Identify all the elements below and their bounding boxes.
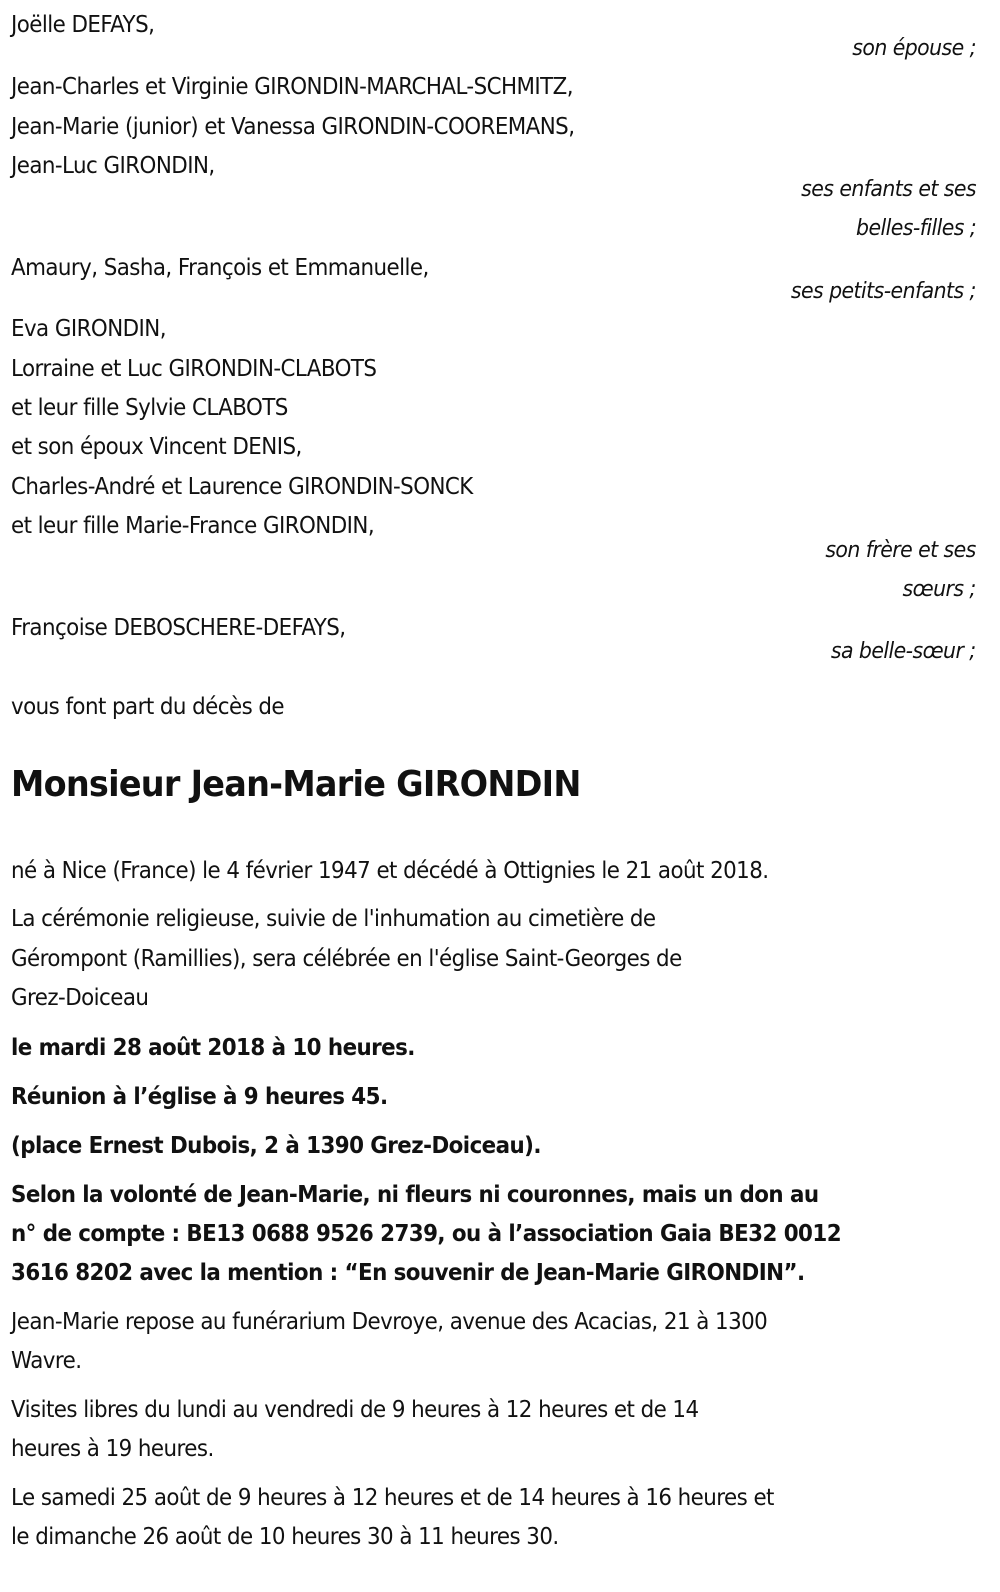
child-name: Jean-Luc GIRONDIN, [11, 153, 215, 179]
deceased-name-heading: Monsieur Jean-Marie GIRONDIN [11, 764, 581, 805]
sibling-name: et leur fille Sylvie CLABOTS [11, 395, 288, 421]
siblings-relation: son frère et ses [825, 538, 976, 563]
sibling-name: et son époux Vincent DENIS, [11, 434, 302, 460]
child-name: Jean-Marie (junior) et Vanessa GIRONDIN-COOREMANS, [11, 114, 575, 140]
sibling-name: Eva GIRONDIN, [11, 316, 166, 342]
ceremony-text: Grez-Doiceau [11, 985, 149, 1011]
weekend-visits-text: le dimanche 26 août de 10 heures 30 à 11 heures 30. [11, 1524, 559, 1550]
donation-text: Selon la volonté de Jean-Marie, ni fleurs ni couronnes, mais un don au [11, 1182, 819, 1208]
meeting-time: Réunion à l’église à 9 heures 45. [11, 1084, 388, 1110]
spouse-name: Joëlle DEFAYS, [11, 12, 155, 38]
ceremony-text: Gérompont (Ramillies), sera célébrée en l'église Saint-Georges de [11, 946, 682, 972]
ceremony-date-time: le mardi 28 août 2018 à 10 heures. [11, 1035, 415, 1061]
sibling-name: et leur fille Marie-France GIRONDIN, [11, 513, 375, 539]
child-name: Jean-Charles et Virginie GIRONDIN-MARCHAL-SCHMITZ, [11, 74, 574, 100]
children-relation: belles-filles ; [855, 216, 976, 241]
weekend-visits-text: Le samedi 25 août de 9 heures à 12 heures et de 14 heures à 16 heures et [11, 1485, 774, 1511]
grandchildren-names: Amaury, Sasha, François et Emmanuelle, [11, 255, 429, 281]
announcement-text: vous font part du décès de [11, 694, 285, 720]
funeral-home-text: Jean-Marie repose au funérarium Devroye, avenue des Acacias, 21 à 1300 [11, 1309, 768, 1335]
birth-death-text: né à Nice (France) le 4 février 1947 et décédé à Ottignies le 21 août 2018. [11, 858, 769, 884]
church-address: (place Ernest Dubois, 2 à 1390 Grez-Doiceau). [11, 1133, 541, 1159]
ceremony-text: La cérémonie religieuse, suivie de l'inhumation au cimetière de [11, 906, 656, 932]
sister-in-law-name: Françoise DEBOSCHERE-DEFAYS, [11, 615, 346, 641]
sibling-name: Charles-André et Laurence GIRONDIN-SONCK [11, 474, 473, 500]
sister-in-law-relation: sa belle-sœur ; [831, 639, 976, 664]
grandchildren-relation: ses petits-enfants ; [791, 279, 976, 304]
siblings-relation: sœurs ; [902, 577, 976, 602]
funeral-home-text: Wavre. [11, 1348, 82, 1374]
spouse-relation: son épouse ; [852, 36, 976, 61]
donation-text: 3616 8202 avec la mention : “En souvenir de Jean-Marie GIRONDIN”. [11, 1260, 805, 1286]
weekday-visits-text: Visites libres du lundi au vendredi de 9 heures à 12 heures et de 14 [11, 1397, 699, 1423]
children-relation: ses enfants et ses [801, 177, 976, 202]
sibling-name: Lorraine et Luc GIRONDIN-CLABOTS [11, 356, 377, 382]
weekday-visits-text: heures à 19 heures. [11, 1436, 214, 1462]
donation-text: n° de compte : BE13 0688 9526 2739, ou à l’association Gaia BE32 0012 [11, 1221, 842, 1247]
